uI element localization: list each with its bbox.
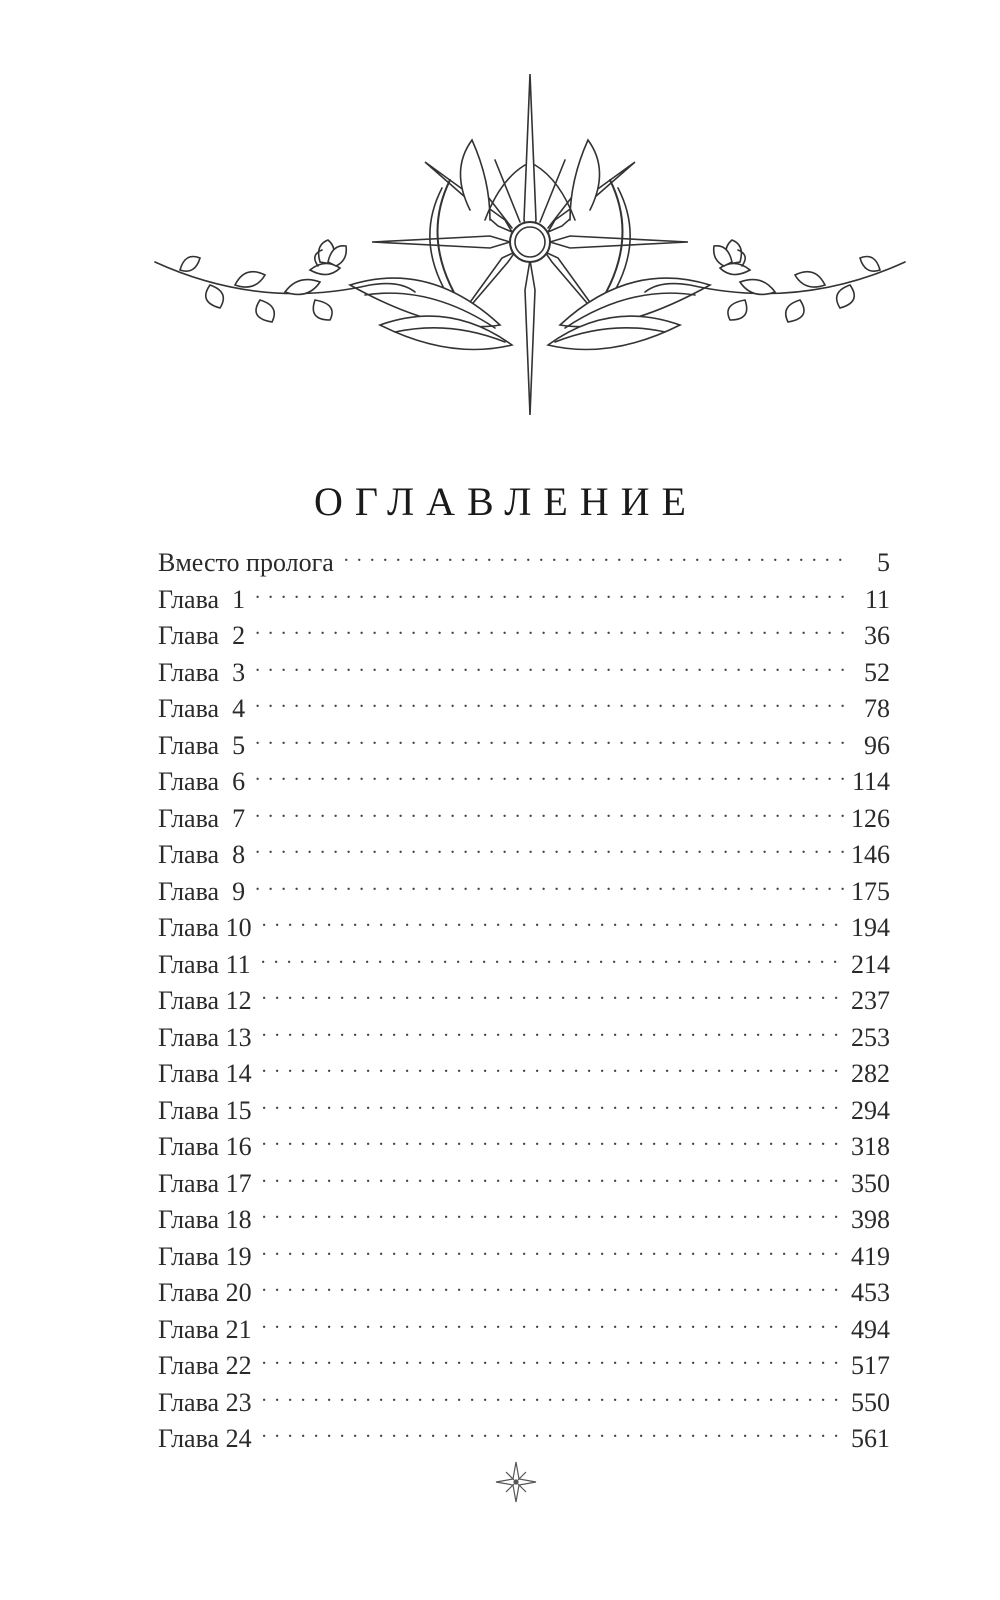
dot-leader	[262, 1093, 845, 1119]
toc-entry-page-number: 214	[851, 949, 890, 979]
toc-entry-page-number: 517	[851, 1351, 890, 1380]
dot-leader	[262, 1166, 845, 1192]
dot-leader	[262, 1239, 845, 1265]
dot-leader	[255, 764, 846, 790]
toc-entry-label: Глава 7	[158, 803, 246, 833]
toc-entry-label: Глава 12	[158, 986, 252, 1015]
toc-entry-page-number: 175	[851, 876, 890, 906]
toc-entry-label: Глава 20	[158, 1278, 252, 1307]
toc-entry-label: Глава 6	[158, 767, 246, 796]
toc-entry-page-number: 5	[877, 548, 890, 577]
toc-entry-label: Глава 1	[158, 584, 246, 614]
toc-entry-label: Глава 13	[158, 1022, 252, 1052]
dot-leader	[262, 910, 845, 936]
toc-entry[interactable]	[158, 801, 890, 838]
toc-entry-label: Глава 14	[158, 1059, 252, 1088]
toc-entry-label: Глава 15	[158, 1095, 252, 1125]
toc-entry[interactable]	[158, 1056, 890, 1093]
dot-leader	[262, 1385, 845, 1411]
toc-entry-page-number: 194	[851, 913, 890, 942]
toc-entry-label: Глава 2	[158, 621, 246, 650]
toc-entry-label: Глава 21	[158, 1314, 252, 1344]
dot-leader	[255, 618, 848, 644]
toc-entry-label: Глава 23	[158, 1387, 252, 1417]
toc-entry-label: Глава 3	[158, 657, 246, 687]
toc-entry[interactable]	[158, 545, 890, 582]
dot-leader	[261, 947, 845, 973]
dot-leader	[255, 655, 848, 681]
toc-entry[interactable]	[158, 1166, 890, 1203]
toc-entry-label: Глава 9	[158, 876, 246, 906]
four-point-star-icon	[494, 1460, 538, 1504]
toc-entry[interactable]	[158, 691, 890, 728]
toc-entry-page-number: 52	[864, 657, 890, 687]
dot-leader	[255, 837, 845, 863]
dot-leader	[262, 1275, 845, 1301]
toc-entry-page-number: 494	[851, 1314, 890, 1344]
toc-entry-page-number: 126	[851, 803, 890, 833]
toc-entry-page-number: 11	[864, 584, 890, 614]
toc-entry-page-number: 350	[851, 1168, 890, 1198]
toc-entry-page-number: 550	[851, 1387, 890, 1417]
toc-entry[interactable]	[158, 1093, 890, 1130]
toc-entry[interactable]	[158, 728, 890, 765]
toc-entry[interactable]	[158, 947, 890, 984]
toc-entry-page-number: 78	[864, 694, 890, 723]
toc-entry[interactable]	[158, 655, 890, 692]
toc-entry-page-number: 253	[851, 1022, 890, 1052]
dot-leader	[262, 1421, 845, 1447]
toc-entry-label: Вместо пролога	[158, 548, 334, 577]
toc-entry[interactable]	[158, 1312, 890, 1349]
toc-entry-page-number: 561	[851, 1424, 890, 1453]
toc-entry-page-number: 419	[851, 1241, 890, 1271]
toc-entry[interactable]	[158, 837, 890, 874]
dot-leader	[255, 728, 848, 754]
compass-star-ornament-icon	[150, 70, 910, 430]
toc-entry[interactable]	[158, 1385, 890, 1422]
toc-entry-page-number: 453	[851, 1278, 890, 1307]
toc-entry-page-number: 36	[864, 621, 890, 650]
toc-entry-label: Глава 18	[158, 1205, 252, 1234]
toc-entry-label: Глава 8	[158, 840, 246, 869]
dot-leader	[344, 545, 848, 571]
toc-entry[interactable]	[158, 1020, 890, 1057]
dot-leader	[262, 1129, 845, 1155]
dot-leader	[262, 1312, 845, 1338]
toc-entry[interactable]	[158, 910, 890, 947]
toc-entry-label: Глава 17	[158, 1168, 252, 1198]
toc-entry-label: Глава 11	[158, 949, 251, 979]
dot-leader	[262, 1020, 845, 1046]
table-of-contents	[158, 545, 890, 1458]
toc-entry[interactable]	[158, 1129, 890, 1166]
toc-entry-page-number: 96	[864, 730, 890, 760]
toc-entry[interactable]	[158, 1421, 890, 1458]
toc-entry-label: Глава 19	[158, 1241, 252, 1271]
toc-entry-label: Глава 10	[158, 913, 252, 942]
dot-leader	[255, 582, 848, 608]
toc-entry-page-number: 398	[851, 1205, 890, 1234]
dot-leader	[255, 874, 845, 900]
toc-entry[interactable]	[158, 983, 890, 1020]
toc-entry-page-number: 237	[851, 986, 890, 1015]
dot-leader	[262, 1202, 845, 1228]
toc-entry-label: Глава 4	[158, 694, 246, 723]
toc-entry-label: Глава 5	[158, 730, 246, 760]
dot-leader	[255, 801, 845, 827]
page-title: ОГЛАВЛЕНИЕ	[314, 479, 698, 524]
toc-entry-page-number: 146	[851, 840, 890, 869]
toc-entry-label: Глава 22	[158, 1351, 252, 1380]
toc-entry[interactable]	[158, 1348, 890, 1385]
toc-entry-page-number: 318	[851, 1132, 890, 1161]
dot-leader	[255, 691, 848, 717]
toc-entry-page-number: 294	[851, 1095, 890, 1125]
toc-entry-label: Глава 16	[158, 1132, 252, 1161]
toc-entry-page-number: 114	[851, 767, 890, 796]
dot-leader	[262, 983, 845, 1009]
dot-leader	[262, 1056, 845, 1082]
toc-entry[interactable]	[158, 1275, 890, 1312]
toc-entry[interactable]	[158, 764, 890, 801]
toc-entry[interactable]	[158, 582, 890, 619]
dot-leader	[262, 1348, 845, 1374]
toc-entry[interactable]	[158, 1202, 890, 1239]
toc-entry-page-number: 282	[851, 1059, 890, 1088]
toc-entry[interactable]	[158, 874, 890, 911]
toc-entry[interactable]	[158, 618, 890, 655]
toc-entry[interactable]	[158, 1239, 890, 1276]
toc-entry-label: Глава 24	[158, 1424, 252, 1453]
